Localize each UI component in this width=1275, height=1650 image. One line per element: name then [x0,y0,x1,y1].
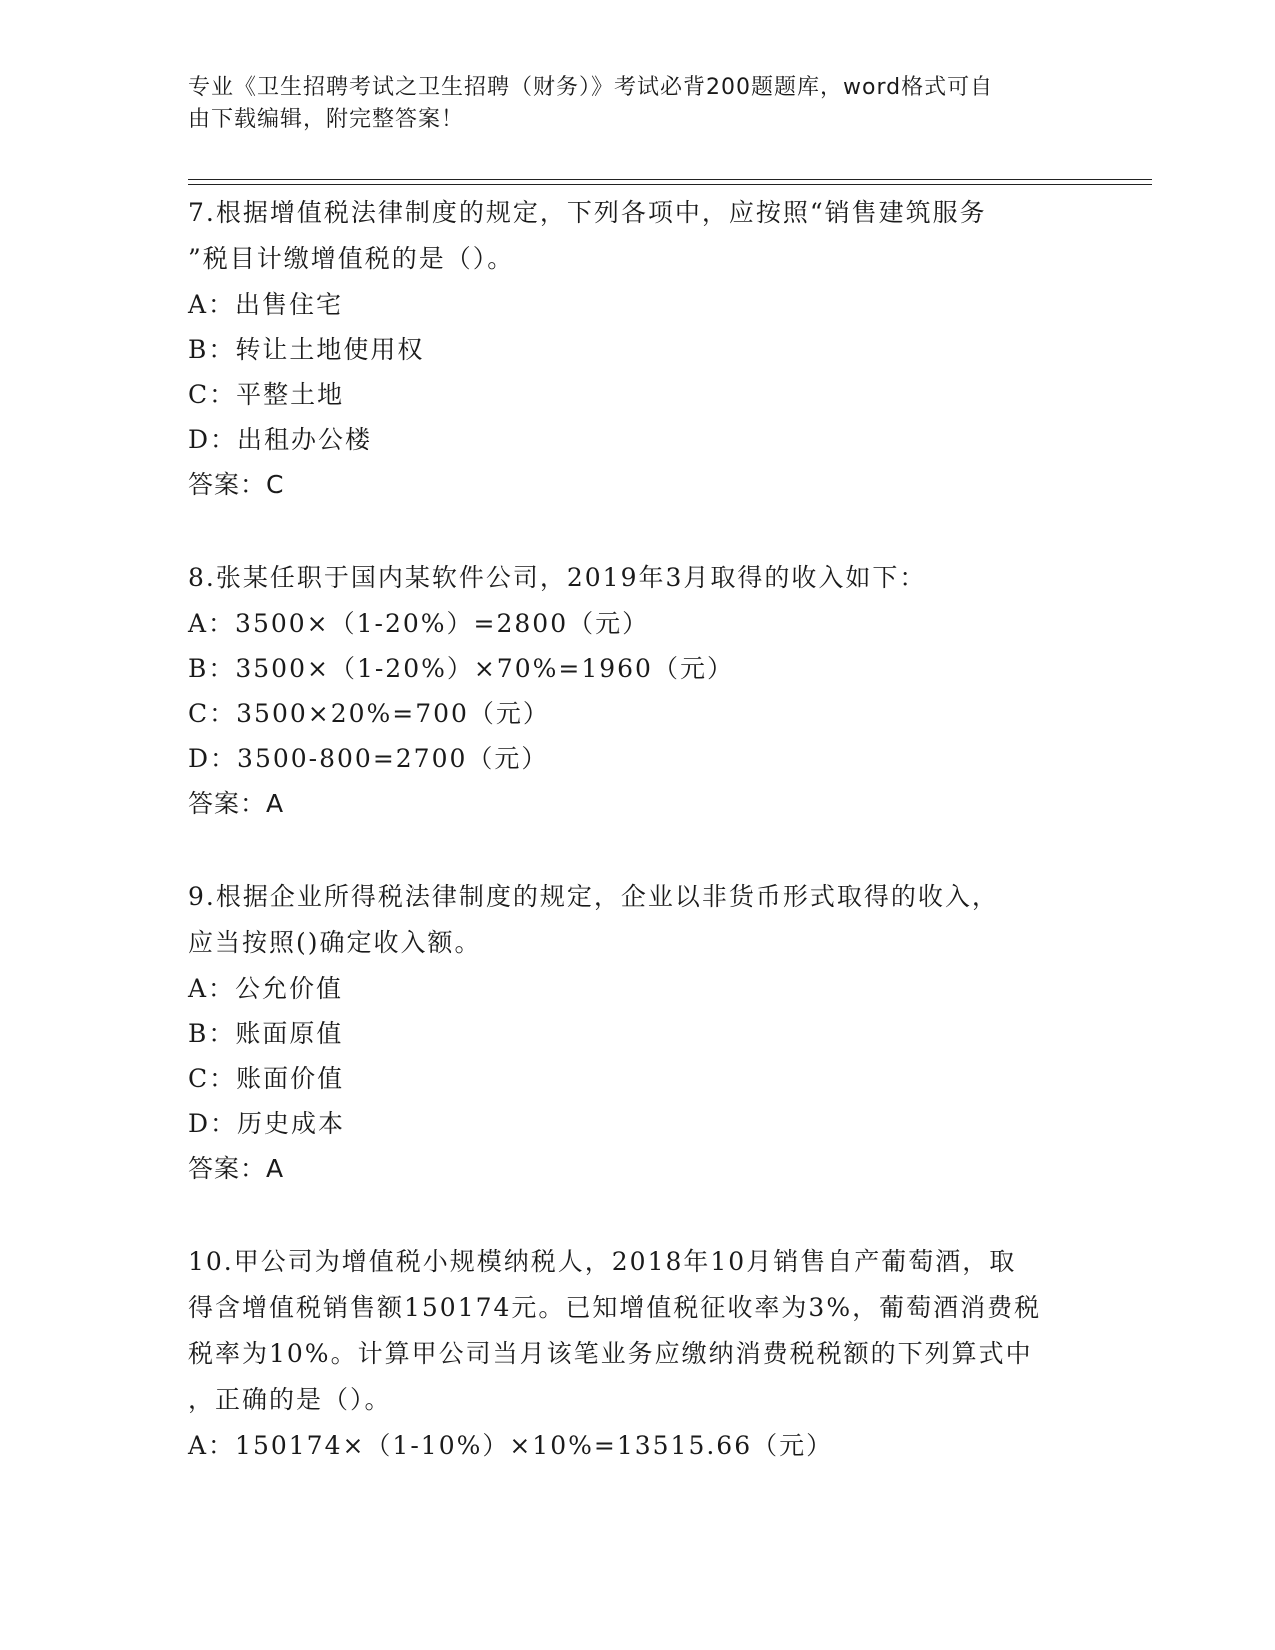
question-text-line: 7.根据增值税法律制度的规定，下列各项中，应按照“销售建筑服务 [188,198,987,227]
question-10 [188,1239,1088,1468]
answer: 答案：C [188,470,285,499]
question-spacer [188,827,1088,874]
option-a: A：公允价值 [188,974,344,1003]
question-text-line: 得含增值税销售额150174元。已知增值税征收率为3%，葡萄酒消费税 [188,1293,1042,1322]
option-d: D：历史成本 [188,1109,346,1138]
option-c: C：账面价值 [188,1064,345,1093]
answer: 答案：A [188,789,285,818]
answer: 答案：A [188,1154,285,1183]
question-text-line: 应当按照()确定收入额。 [188,928,482,957]
option-b: B：账面原值 [188,1019,344,1048]
question-list [188,190,1088,1468]
question-text-line: 9.根据企业所得税法律制度的规定，企业以非货币形式取得的收入， [188,882,999,911]
option-a: A：150174×（1-10%）×10%=13515.66（元） [188,1431,834,1460]
question-text-line: 10.甲公司为增值税小规模纳税人，2018年10月销售自产葡萄酒，取 [188,1247,1017,1276]
option-d: D：3500-800=2700（元） [188,744,549,773]
question-7 [188,190,1088,508]
question-text-line: ，正确的是（）。 [188,1385,392,1414]
header-line-1: 专业《卫生招聘考试之卫生招聘（财务）》考试必背200题题库，word格式可自 [188,75,994,100]
option-b: B：3500×（1-20%）×70%=1960（元） [188,654,734,683]
question-text-line: ”税目计缴增值税的是（）。 [188,244,515,273]
option-b: B：转让土地使用权 [188,335,425,364]
question-text-line: 8.张某任职于国内某软件公司，2019年3月取得的收入如下： [188,563,927,592]
header-divider-top [188,179,1152,180]
option-d: D：出租办公楼 [188,425,373,454]
question-spacer [188,508,1088,555]
question-text-line: 税率为10%。计算甲公司当月该笔业务应缴纳消费税税额的下列算式中 [188,1339,1033,1368]
question-8 [188,555,1088,827]
option-a: A：出售住宅 [188,290,344,319]
header-divider-bottom [188,184,1152,185]
header-line-2: 由下载编辑，附完整答案！ [188,107,465,132]
option-c: C：3500×20%=700（元） [188,699,550,728]
question-spacer [188,1192,1088,1239]
document-header [188,72,1088,136]
option-c: C：平整土地 [188,380,345,409]
question-9 [188,874,1088,1192]
option-a: A：3500×（1-20%）=2800（元） [188,609,650,638]
